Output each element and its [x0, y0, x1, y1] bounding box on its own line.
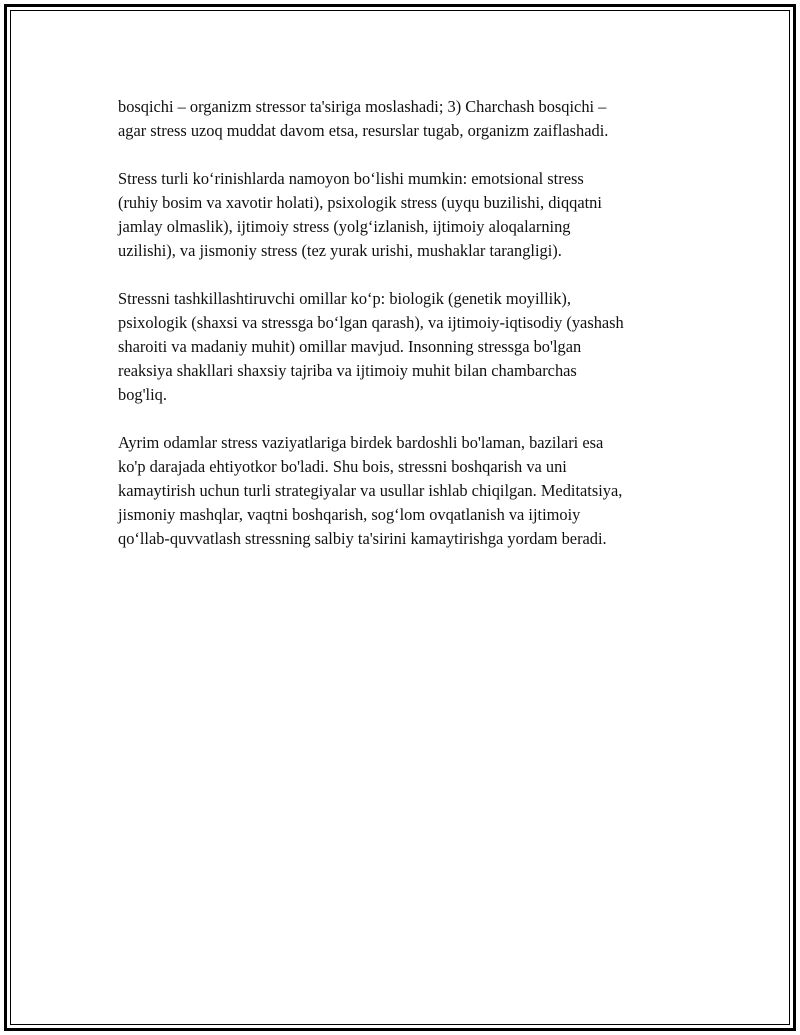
- text-line: Stressni tashkillashtiruvchi omillar koʻp: biologik (genetik moyillik),: [118, 289, 571, 308]
- text-line: jamlay olmaslik), ijtimoiy stress (yolgʻizlanish, ijtimoiy aloqalarning: [118, 217, 571, 236]
- text-line: agar stress uzoq muddat davom etsa, resurslar tugab, organizm zaiflashadi.: [118, 121, 609, 140]
- text-line: kamaytirish uchun turli strategiyalar va usullar ishlab chiqilgan. Meditatsiya,: [118, 481, 623, 500]
- page-border: [4, 4, 796, 1031]
- text-line: bosqichi – organizm stressor ta'siriga moslashadi; 3) Charchash bosqichi –: [118, 97, 607, 116]
- paragraph-stress-stages: [118, 95, 708, 143]
- text-line: reaksiya shakllari shaxsiy tajriba va ijtimoiy muhit bilan chambarchas: [118, 361, 577, 380]
- text-line: (ruhiy bosim va xavotir holati), psixologik stress (uyqu buzilishi, diqqatni: [118, 193, 602, 212]
- paragraph-stress-types: [118, 167, 708, 263]
- text-line: Stress turli koʻrinishlarda namoyon boʻlishi mumkin: emotsional stress: [118, 169, 584, 188]
- paragraph-stress-management: [118, 431, 708, 551]
- text-line: bog'liq.: [118, 385, 167, 404]
- text-line: sharoiti va madaniy muhit) omillar mavjud. Insonning stressga bo'lgan: [118, 337, 582, 356]
- text-line: uzilishi), va jismoniy stress (tez yurak urishi, mushaklar tarangligi).: [118, 241, 562, 260]
- text-line: qoʻllab-quvvatlash stressning salbiy ta'sirini kamaytirishga yordam beradi.: [118, 529, 607, 548]
- text-line: Ayrim odamlar stress vaziyatlariga birdek bardoshli bo'laman, bazilari esa: [118, 433, 604, 452]
- text-line: psixologik (shaxsi va stressga boʻlgan qarash), va ijtimoiy-iqtisodiy (yashash: [118, 313, 624, 332]
- paragraph-stress-factors: [118, 287, 708, 407]
- document-body: [118, 95, 708, 575]
- text-line: ko'p darajada ehtiyotkor bo'ladi. Shu bois, stressni boshqarish va uni: [118, 457, 567, 476]
- text-line: jismoniy mashqlar, vaqtni boshqarish, sogʻlom ovqatlanish va ijtimoiy: [118, 505, 581, 524]
